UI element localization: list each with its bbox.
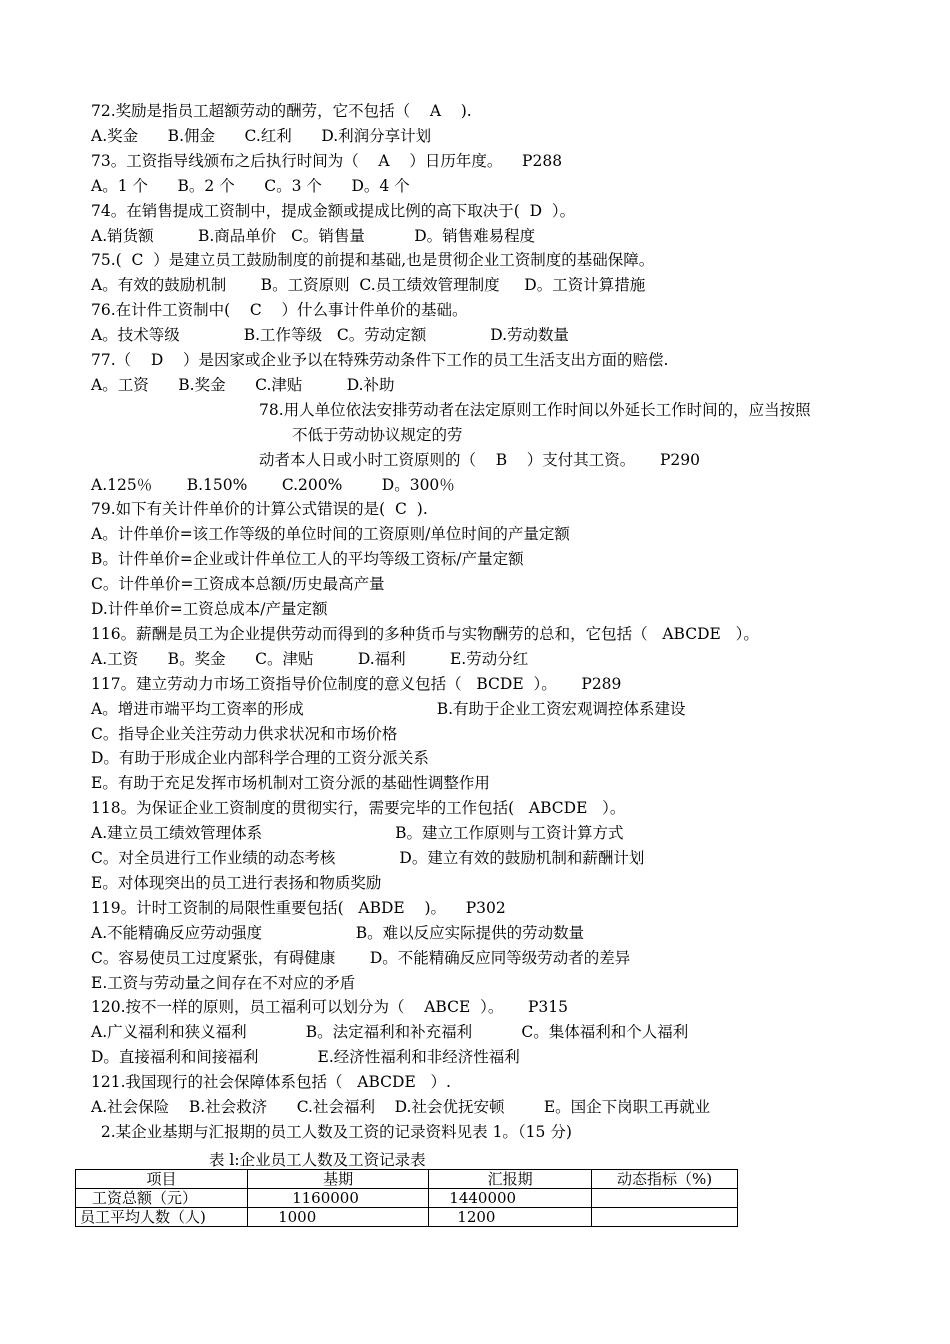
- text-line: A.工资 B。奖金 C。津贴 D.福利 E.劳动分红: [91, 650, 529, 668]
- text-line: A.125％ B.150% C.200% D。300％: [91, 476, 455, 494]
- text-line: 117。建立劳动力市场工资指导价位制度的意义包括（ BCDE ）。 P289: [91, 675, 622, 693]
- text-line: 77.（ D ）是因家或企业予以在特殊劳动条件下工作的员工生活支出方面的赔偿.: [91, 351, 669, 369]
- text-line: A.社会保险 B.社会救济 C.社会福利 D.社会优抚安顿 E。国企下岗职工再就业: [91, 1098, 711, 1116]
- text-line: E。有助于充足发挥市场机制对工资分派的基础性调整作用: [91, 774, 490, 792]
- text-line: 动者本人日或小时工资原则的（ B ）支付其工资。 P290: [259, 451, 700, 469]
- table-cell: 1160000: [248, 1189, 429, 1208]
- text-line: 75.( C ）是建立员工鼓励制度的前提和基础,也是贯彻企业工资制度的基础保障。: [91, 251, 655, 269]
- text-line: 78.用人单位依法安排劳动者在法定原则工作时间以外延长工作时间的，应当按照: [259, 401, 811, 419]
- text-line: 79.如下有关计件单价的计算公式错误的是( C ).: [91, 500, 428, 518]
- text-line: A.广义福利和狭义福利 B。法定福利和补充福利 C。集体福利和个人福利: [91, 1023, 689, 1041]
- text-line: A。工资 B.奖金 C.津贴 D.补助: [91, 376, 395, 394]
- text-line: A。计件单价=该工作等级的单位时间的工资原则/单位时间的产量定额: [91, 525, 570, 543]
- header-cell: 项目: [76, 1170, 248, 1189]
- text-line: 2.某企业基期与汇报期的员工人数及工资的记录资料见表 1。（15 分): [91, 1123, 572, 1141]
- text-line: D。有助于形成企业内部科学合理的工资分派关系: [91, 749, 429, 767]
- text-line: 72.奖励是指员工超额劳动的酬劳，它不包括（ A ).: [91, 102, 472, 120]
- text-line: A。1 个 B。2 个 C。3 个 D。4 个: [91, 177, 410, 195]
- text-line: E。对体现突出的员工进行表扬和物质奖励: [91, 874, 382, 892]
- wage-record-table: [75, 1169, 738, 1227]
- header-cell: 基期: [248, 1170, 429, 1189]
- text-line: 119。计时工资制的局限性重要包括( ABDE )。 P302: [91, 899, 506, 917]
- table-cell: [592, 1189, 738, 1208]
- text-line: 116。薪酬是员工为企业提供劳动而得到的多种货币与实物酬劳的总和，它包括（ ABCDE ）。: [91, 625, 759, 643]
- text-line: 121.我国现行的社会保障体系包括（ ABCDE ）.: [91, 1073, 451, 1091]
- text-line: 不低于劳动协议规定的劳: [292, 426, 463, 444]
- table-cell: 1440000: [429, 1189, 592, 1208]
- text-line: C。容易使员工过度紧张，有碍健康 D。不能精确反应同等级劳动者的差异: [91, 949, 631, 967]
- text-line: A.销货额 B.商品单价 C。销售量 D。销售难易程度: [91, 227, 536, 245]
- header-cell: 动态指标（%): [592, 1170, 738, 1189]
- table-cell: 员工平均人数（人): [76, 1208, 248, 1227]
- text-line: 76.在计件工资制中( C ）什么事计件单价的基础。: [91, 301, 468, 319]
- text-line: C。计件单价=工资成本总额/历史最高产量: [91, 575, 385, 593]
- table-header-row: [76, 1170, 738, 1189]
- text-line: A.建立员工绩效管理体系 B。建立工作原则与工资计算方式: [91, 824, 624, 842]
- text-line: 74。在销售提成工资制中，提成金额或提成比例的高下取决于( D ）。: [91, 202, 576, 220]
- table-row: [76, 1208, 738, 1227]
- text-line: 120.按不一样的原则，员工福利可以划分为（ ABCE ）。 P315: [91, 998, 569, 1016]
- table-cell: 1200: [429, 1208, 592, 1227]
- text-line: C。对全员进行工作业绩的动态考核 D。建立有效的鼓励机制和薪酬计划: [91, 849, 645, 867]
- text-line: A。技术等级 B.工作等级 C。劳动定额 D.劳动数量: [91, 326, 570, 344]
- text-line: B。计件单价=企业或计件单位工人的平均等级工资标/产量定额: [91, 550, 524, 568]
- table-row: [76, 1189, 738, 1208]
- header-cell: 汇报期: [429, 1170, 592, 1189]
- text-line: D。直接福利和间接福利 E.经济性福利和非经济性福利: [91, 1048, 520, 1066]
- text-line: D.计件单价=工资总成本/产量定额: [91, 600, 328, 618]
- text-line: A.奖金 B.佣金 C.红利 D.利润分享计划: [91, 127, 432, 145]
- text-line: 118。为保证企业工资制度的贯彻实行，需要完毕的工作包括( ABCDE ）。: [91, 799, 626, 817]
- table-cell: 1000: [248, 1208, 429, 1227]
- text-line: A.不能精确反应劳动强度 B。难以反应实际提供的劳动数量: [91, 924, 585, 942]
- text-line: A。有效的鼓励机制 B。工资原则 C.员工绩效管理制度 D。工资计算措施: [91, 276, 646, 294]
- table-cell: 工资总额（元）: [76, 1189, 248, 1208]
- table-cell: [592, 1208, 738, 1227]
- text-line: 73。工资指导线颁布之后执行时间为（ A ）日历年度。 P288: [91, 152, 563, 170]
- text-line: C。指导企业关注劳动力供求状况和市场价格: [91, 725, 398, 743]
- text-line: E.工资与劳动量之间存在不对应的矛盾: [91, 974, 356, 992]
- text-line: A。增进市端平均工资率的形成 B.有助于企业工资宏观调控体系建设: [91, 700, 686, 718]
- table-caption: 表 l:企业员工人数及工资记录表: [209, 1151, 426, 1169]
